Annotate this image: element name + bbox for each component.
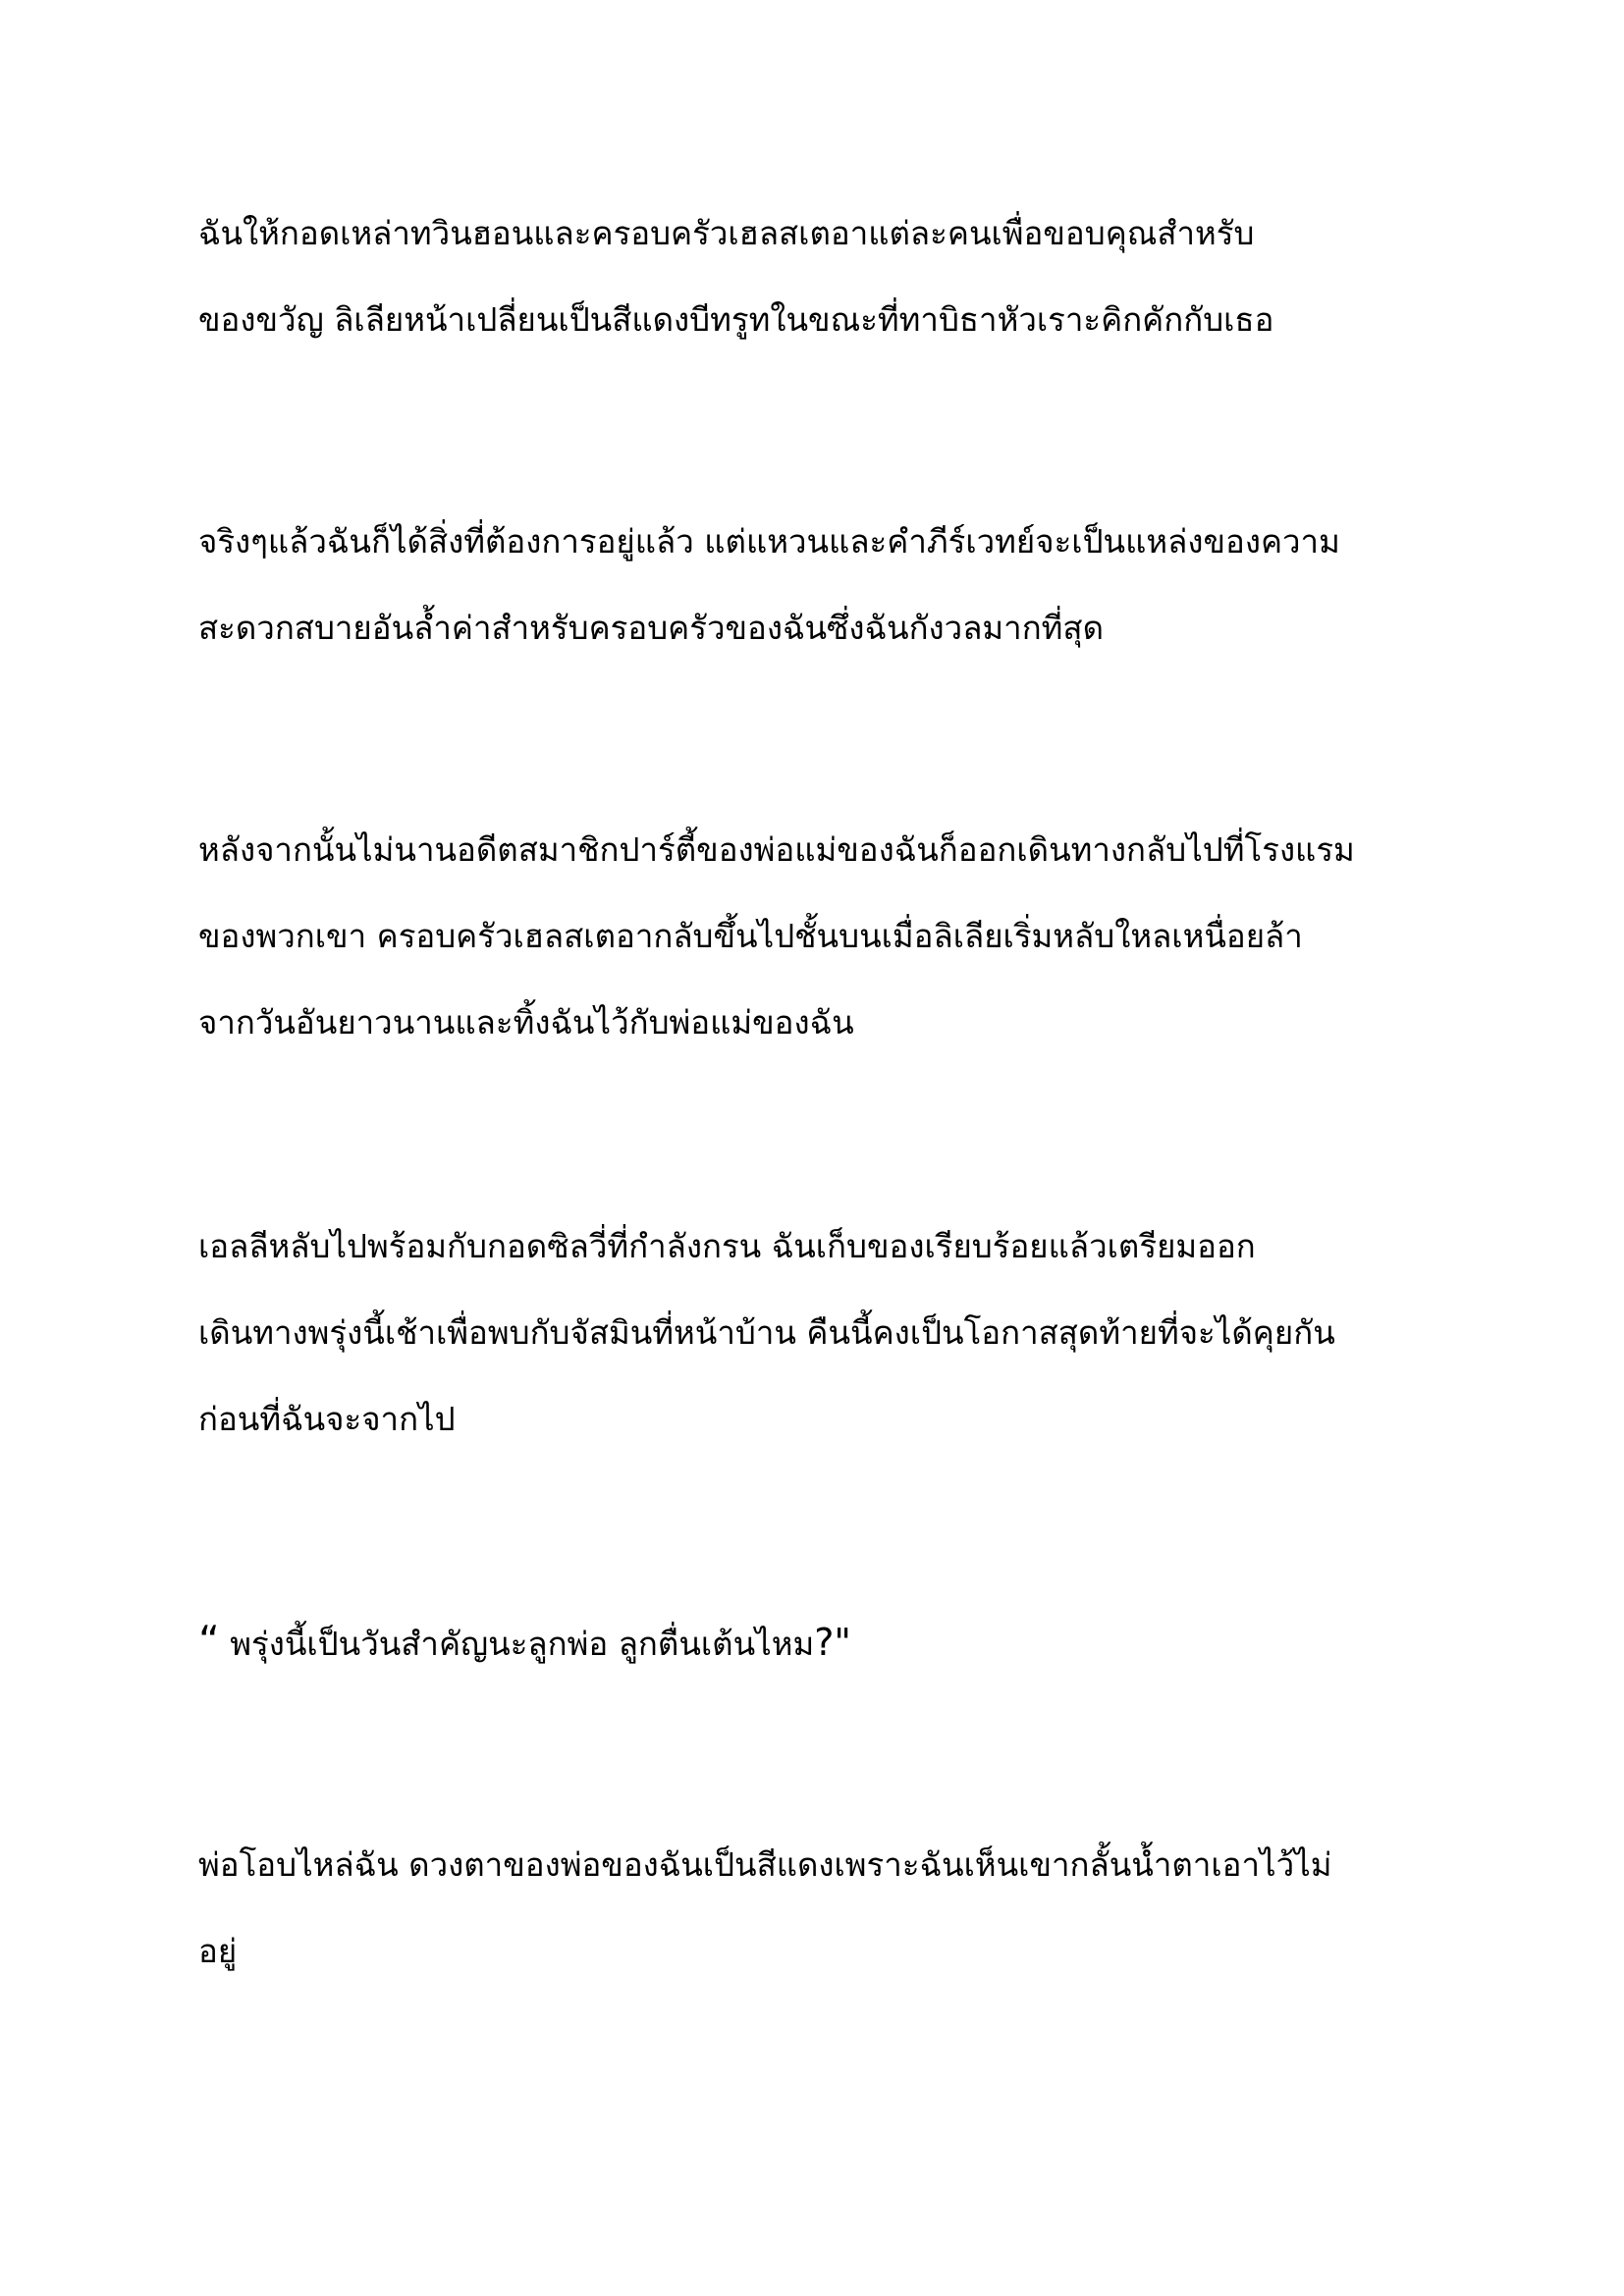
dialogue-paragraph [198,1598,1455,1687]
text-line: ฉันให้กอดเหล่าทวินฮอนและครอบครัวเฮลสเตอาแต่ละคนเพื่อขอบคุณสำหรับ [198,214,1255,252]
dialogue-text: พรุ่งนี้เป็นวันสำคัญนะลูกพ่อ ลูกตื่นเต้นไหม [219,1625,815,1663]
open-quote-mark: “ [198,1617,220,1665]
text-line: อยู่ [198,1932,238,1970]
dialogue-line [198,1598,1455,1687]
paragraph-4 [198,1203,1455,1463]
text-line: ของขวัญ ลิเลียหน้าเปลี่ยนเป็นสีแดงบีทรูทในขณะที่ทาบิธาหัวเราะคิกคักกับเธอ [198,300,1274,339]
text-line: สะดวกสบายอันล้ำค่าสำหรับครอบครัวของฉันซึ่งฉันกังวลมากที่สุด [198,609,1105,647]
paragraph-1 [198,190,1455,363]
text-line: เดินทางพรุ่งนี้เช้าเพื่อพบกับจัสมินที่หน้าบ้าน คืนนี้คงเป็นโอกาสสุดท้ายที่จะได้คุยกัน [198,1313,1335,1352]
text-line: จากวันอันยาวนานและทิ้งฉันไว้กับพ่อแม่ของฉัน [198,1003,854,1041]
text-line: ก่อนที่ฉันจะจากไป [198,1400,456,1438]
paragraph-2 [198,499,1455,671]
text-line: จริงๆแล้วฉันก็ได้สิ่งที่ต้องการอยู่แล้ว แต่แหวนและคำภีร์เวทย์จะเป็นแหล่งของความ [198,522,1340,561]
close-quote-mark: ?" [814,1621,851,1664]
text-line: พ่อโอบไหล่ฉัน ดวงตาของพ่อของฉันเป็นสีแดงเพราะฉันเห็นเขากลั้นน้ำตาเอาไว้ไม่ [198,1845,1332,1884]
text-line: เอลลีหลับไปพร้อมกับกอดซิลวี่ที่กำลังกรน ฉันเก็บของเรียบร้อยแล้วเตรียมออก [198,1227,1256,1265]
text-line: หลังจากนั้นไม่นานอดีตสมาชิกปาร์ตี้ของพ่อแม่ของฉันก็ออกเดินทางกลับไปที่โรงแรม [198,830,1355,869]
text-line: ของพวกเขา ครอบครัวเฮลสเตอากลับขึ้นไปชั้นบนเมื่อลิเลียเริ่มหลับใหลเหนื่อยล้า [198,917,1303,955]
paragraph-3 [198,807,1455,1066]
paragraph-6 [198,1822,1455,1995]
